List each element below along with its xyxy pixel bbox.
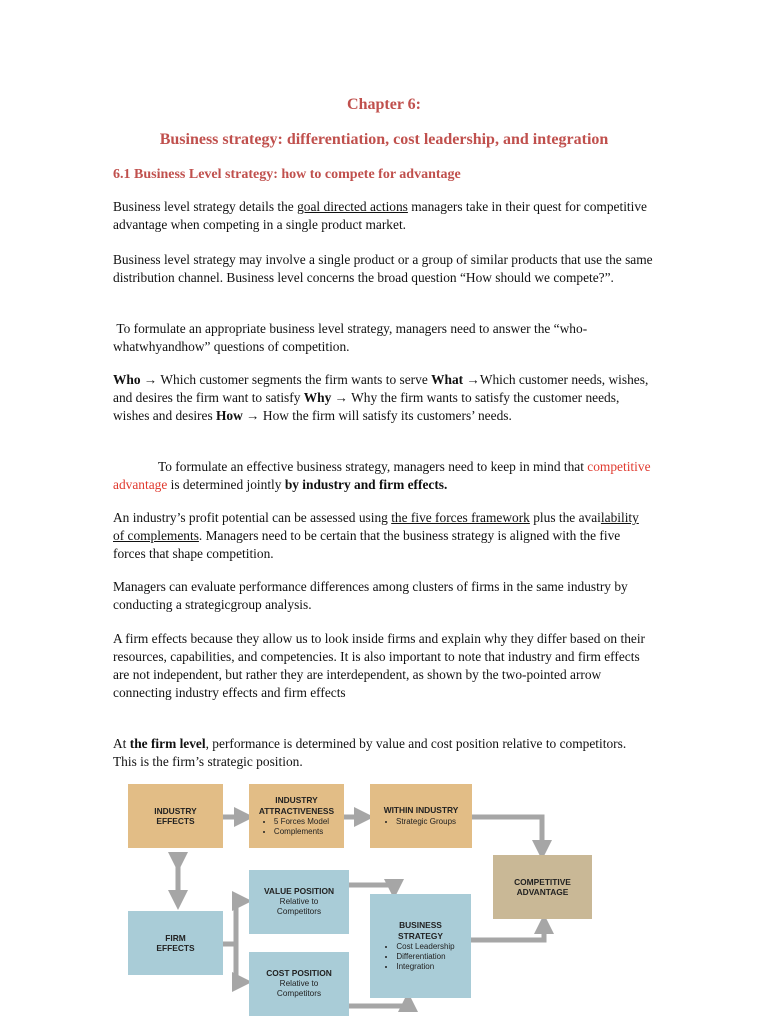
industry-attractiveness-box: INDUSTRY ATTRACTIVENESS • 5 Forces Model • Complements [249, 784, 344, 848]
within-industry-box: WITHIN INDUSTRY • Strategic Groups [370, 784, 472, 848]
value-position-box: VALUE POSITION Relative to Competitors [249, 870, 349, 934]
business-strategy-list: • Cost Leadership • Differentiation • Integration [386, 942, 454, 972]
paragraph-7: Managers can evaluate performance differences among clusters of firms in the same industry by conducting a strategicgroup analysis. [113, 579, 628, 612]
section-heading: 6.1 Business Level strategy: how to compete for advantage [113, 167, 461, 182]
paragraph-6: An industry’s profit potential can be assessed using the five forces framework plus the availability of complements. Managers need to be certain that the business strategy is aligned with the five forces that shape competition. [113, 510, 639, 561]
within-industry-list: • Strategic Groups [386, 817, 456, 827]
highlighted-term: competitive advantage [113, 459, 651, 492]
paragraph-5: To formulate an effective business strategy, managers need to keep in mind that competitive advantage is determined jointly by industry and firm effects. [113, 459, 651, 492]
paragraph-3: To formulate an appropriate business level strategy, managers need to answer the “who-whatwhyandhow” questions of competition. [113, 321, 588, 354]
firm-effects-box: FIRM EFFECTS [128, 911, 223, 975]
arrow-firm-to-cost [222, 944, 242, 982]
paragraph-4: Who → Which customer segments the firm wants to serve What →Which customer needs, wishes, and desires the firm want to satisfy Why → Why the firm wants to satisfy the customer needs, wishes and desires How → How the firm will satisfy its customers’ needs. [113, 372, 649, 423]
paragraph-1: Business level strategy details the goal directed actions managers take in their quest for competitive advantage when competing in a single product market. [113, 199, 647, 232]
paragraph-8: A firm effects because they allow us to look inside firms and explain why they differ based on their resources, capabilities, and competencies. It is also important to note that industry and firm effects are not independent, but rather they are interdependent, as shown by the two-pointed arrow connecting industry effects and firm effects [113, 631, 646, 700]
arrow-within-to-advantage [472, 817, 542, 850]
underlined-term: goal directed actions [297, 199, 408, 214]
arrow-cost-to-strategy [349, 1002, 408, 1006]
chapter-heading: Chapter 6: [347, 96, 421, 113]
industry-attractiveness-list: • 5 Forces Model • Complements [264, 817, 329, 837]
paragraph-9: At the firm level, performance is determined by value and cost position relative to competitors. This is the firm’s strategic position. [113, 736, 627, 769]
paragraph-2: Business level strategy may involve a single product or a group of similar products that use the same distribution channel. Business level concerns the broad question “How should we compete?”. [113, 252, 653, 285]
arrow-value-to-strategy [349, 885, 394, 889]
arrow-strategy-to-advantage [471, 924, 544, 940]
industry-effects-box: INDUSTRY EFFECTS [128, 784, 223, 848]
arrow-firm-to-value [222, 901, 242, 944]
chapter-title: Business strategy: differentiation, cost leadership, and integration [159, 131, 609, 148]
competitive-advantage-box: COMPETITIVE ADVANTAGE [493, 855, 592, 919]
strategy-diagram [128, 784, 592, 1020]
cost-position-box: COST POSITION Relative to Competitors [249, 952, 349, 1016]
business-strategy-box: BUSINESS STRATEGY • Cost Leadership • Differentiation • Integration [370, 894, 471, 998]
